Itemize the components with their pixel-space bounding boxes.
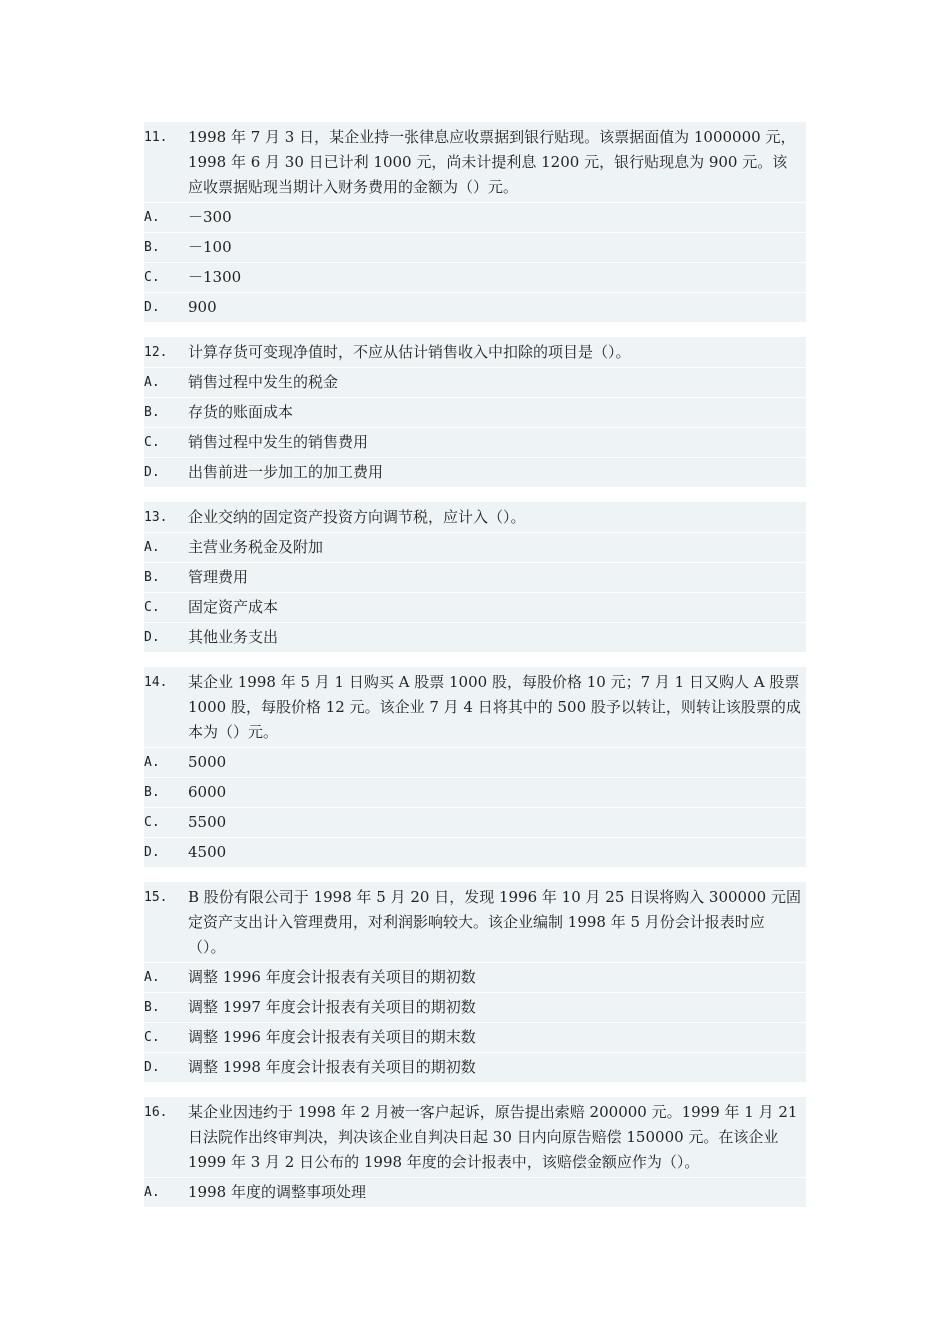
question-stem <box>144 502 806 533</box>
option-text: 6000 <box>188 783 227 801</box>
option-letter: A. <box>144 755 160 770</box>
option-row <box>144 263 806 293</box>
option-text: 存货的账面成本 <box>188 403 294 421</box>
question-text: 某企业 1998 年 5 月 1 日购买 A 股票 1000 股，每股价格 10 元；7 月 1 日又购人 A 股票 1000 股，每股价格 12 元。该企业 7 月 4 日将其中的 500 股予以转让，则转让该股票的成本为（）元。 <box>188 673 801 741</box>
option-row <box>144 458 806 488</box>
option-text: 1998 年度的调整事项处理 <box>188 1183 366 1201</box>
option-text: 固定资产成本 <box>188 598 279 616</box>
question-stem <box>144 337 806 368</box>
option-text: 销售过程中发生的税金 <box>188 373 339 391</box>
option-row <box>144 203 806 233</box>
option-row <box>144 963 806 993</box>
option-text: 调整 1997 年度会计报表有关项目的期初数 <box>188 998 476 1016</box>
option-letter: B. <box>144 405 160 420</box>
option-text: －100 <box>188 238 232 256</box>
question-number: 15. <box>144 890 168 905</box>
option-row <box>144 1023 806 1053</box>
question-number: 16. <box>144 1105 168 1120</box>
question-14 <box>144 667 806 868</box>
option-letter: C. <box>144 815 160 830</box>
question-16 <box>144 1097 806 1208</box>
option-row <box>144 838 806 868</box>
option-row <box>144 533 806 563</box>
option-letter: A. <box>144 375 160 390</box>
option-row <box>144 748 806 778</box>
question-number: 12. <box>144 345 168 360</box>
option-text: 调整 1996 年度会计报表有关项目的期末数 <box>188 1028 476 1046</box>
option-letter: C. <box>144 600 160 615</box>
question-stem <box>144 1097 806 1178</box>
question-number: 13. <box>144 510 168 525</box>
option-letter: D. <box>144 1060 160 1075</box>
option-row <box>144 778 806 808</box>
question-text: 计算存货可变现净值时，不应从估计销售收入中扣除的项目是（）。 <box>188 343 631 361</box>
option-letter: B. <box>144 1000 160 1015</box>
option-text: 其他业务支出 <box>188 628 279 646</box>
option-letter: B. <box>144 785 160 800</box>
option-text: 管理费用 <box>188 568 249 586</box>
option-row <box>144 398 806 428</box>
option-text: 销售过程中发生的销售费用 <box>188 433 369 451</box>
question-stem <box>144 122 806 203</box>
question-12 <box>144 337 806 488</box>
option-row <box>144 1053 806 1083</box>
option-letter: A. <box>144 210 160 225</box>
option-text: 5500 <box>188 813 227 831</box>
option-row <box>144 1178 806 1208</box>
option-text: 900 <box>188 298 217 316</box>
option-letter: D. <box>144 630 160 645</box>
question-text: 某企业因违约于 1998 年 2 月被一客户起诉，原告提出索赔 200000 元。1999 年 1 月 21 日法院作出终审判决，判决该企业自判决日起 30 日内向原告赔偿 150000 元。在该企业 1999 年 3 月 2 日公布的 1998 年度的会计报表中，该赔偿金额应作为（）。 <box>188 1103 798 1171</box>
option-row <box>144 808 806 838</box>
question-stem <box>144 667 806 748</box>
option-row <box>144 293 806 323</box>
question-15 <box>144 882 806 1083</box>
question-11 <box>144 122 806 323</box>
question-13 <box>144 502 806 653</box>
option-text: 4500 <box>188 843 227 861</box>
option-row <box>144 233 806 263</box>
option-letter: B. <box>144 570 160 585</box>
option-letter: A. <box>144 1185 160 1200</box>
option-text: 5000 <box>188 753 227 771</box>
option-row <box>144 428 806 458</box>
option-row <box>144 993 806 1023</box>
option-text: －300 <box>188 208 232 226</box>
option-letter: C. <box>144 435 160 450</box>
option-row <box>144 593 806 623</box>
question-text: 企业交纳的固定资产投资方向调节税，应计入（）。 <box>188 508 526 526</box>
option-letter: D. <box>144 300 160 315</box>
question-number: 11. <box>144 130 168 145</box>
option-letter: D. <box>144 465 160 480</box>
option-row <box>144 368 806 398</box>
option-text: 调整 1998 年度会计报表有关项目的期初数 <box>188 1058 476 1076</box>
question-number: 14. <box>144 675 168 690</box>
option-letter: D. <box>144 845 160 860</box>
option-text: 出售前进一步加工的加工费用 <box>188 463 384 481</box>
option-text: －1300 <box>188 268 242 286</box>
option-letter: C. <box>144 270 160 285</box>
option-row <box>144 623 806 653</box>
question-stem <box>144 882 806 963</box>
option-letter: B. <box>144 240 160 255</box>
option-letter: C. <box>144 1030 160 1045</box>
option-letter: A. <box>144 540 160 555</box>
option-row <box>144 563 806 593</box>
option-letter: A. <box>144 970 160 985</box>
question-text: 1998 年 7 月 3 日，某企业持一张律息应收票据到银行贴现。该票据面值为 1000000 元，1998 年 6 月 30 日已计利 1000 元，尚未计提利息 1200 元，银行贴现息为 900 元。该应收票据贴现当期计入财务费用的金额为（）元。 <box>188 128 796 196</box>
question-text: B 股份有限公司于 1998 年 5 月 20 日，发现 1996 年 10 月 25 日误将购入 300000 元固定资产支出计入管理费用，对利润影响较大。该企业编制 1998 年 5 月份会计报表时应（）。 <box>188 888 801 956</box>
option-text: 调整 1996 年度会计报表有关项目的期初数 <box>188 968 476 986</box>
question-list <box>144 122 806 1222</box>
option-text: 主营业务税金及附加 <box>188 538 324 556</box>
